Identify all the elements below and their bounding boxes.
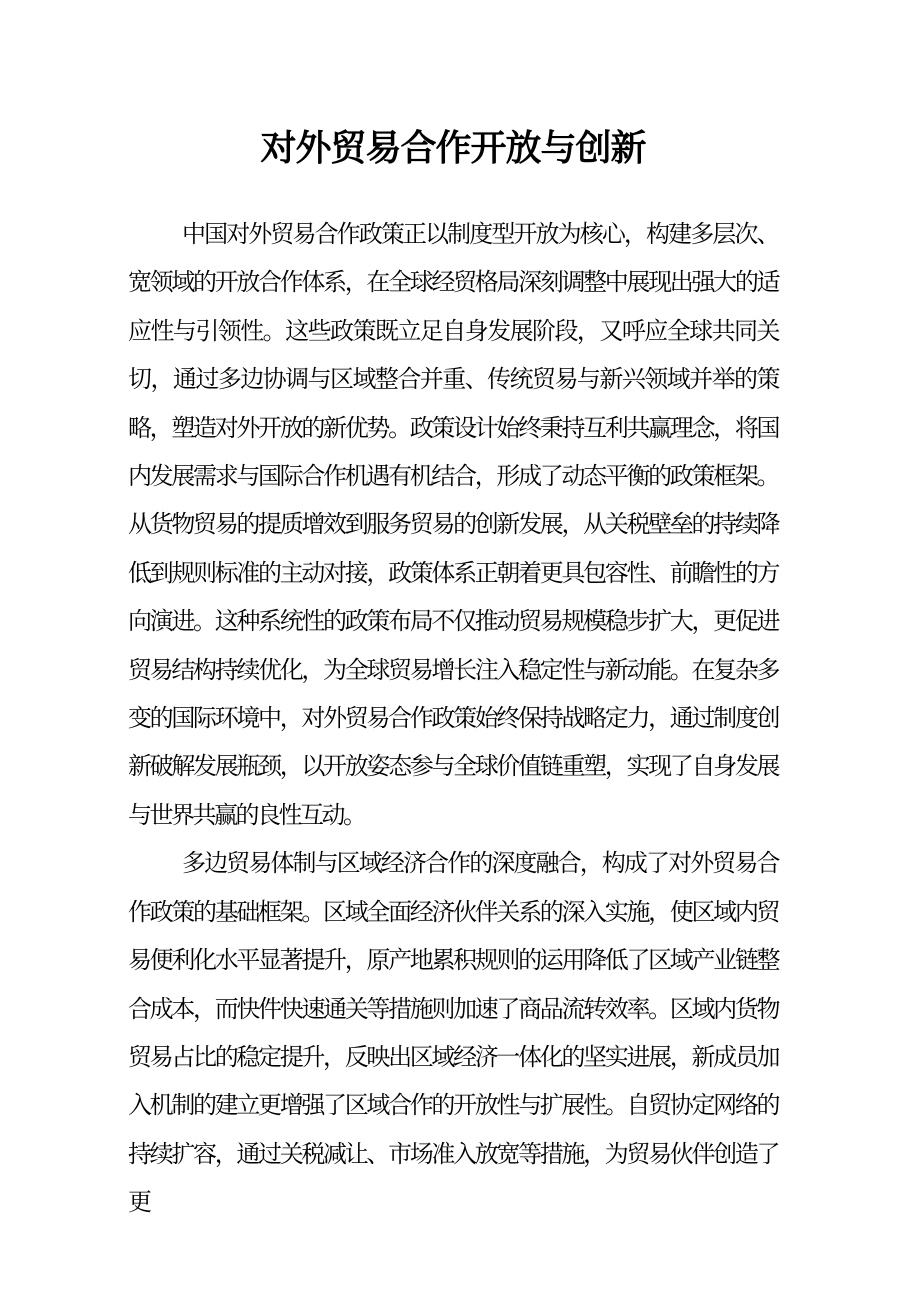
paragraph-1: 中国对外贸易合作政策正以制度型开放为核心，构建多层次、宽领域的开放合作体系，在全球经贸格局深刻调整中展现出强大的适应性与引领性。这些政策既立足自身发展阶段，又呼应全球共同关切，通过多边协调与区域整合并重、传统贸易与新兴领域并举的策略，塑造对外开放的新优势。政策设计始终秉持互利共赢理念，将国内发展需求与国际合作机遇有机结合，形成了动态平衡的政策框架。从货物贸易的提质增效到服务贸易的创新发展，从关税壁垒的持续降低到规则标准的主动对接，政策体系正朝着更具包容性、前瞻性的方向演进。这种系统性的政策布局不仅推动贸易规模稳步扩大，更促进贸易结构持续优化，为全球贸易增长注入稳定性与新动能。在复杂多变的国际环境中，对外贸易合作政策始终保持战略定力，通过制度创新破解发展瓶颈，以开放姿态参与全球价值链重塑，实现了自身发展与世界共赢的良性互动。 [128, 222, 778, 829]
paragraph-2: 多边贸易体制与区域经济合作的深度融合，构成了对外贸易合作政策的基础框架。区域全面经济伙伴关系的深入实施，使区域内贸易便利化水平显著提升，原产地累积规则的运用降低了区域产业链整合成本，而快件快速通关等措施则加速了商品流转效率。区域内货物贸易占比的稳定提升，反映出区域经济一体化的坚实进展，新成员加入机制的建立更增强了区域合作的开放性与扩展性。自贸协定网络的持续扩容，通过关税减让、市场准入放宽等措施，为贸易伙伴创造了更 [128, 851, 778, 1217]
document-title: 对外贸易合作开放与创新 [260, 127, 646, 168]
document-body [128, 211, 778, 1228]
